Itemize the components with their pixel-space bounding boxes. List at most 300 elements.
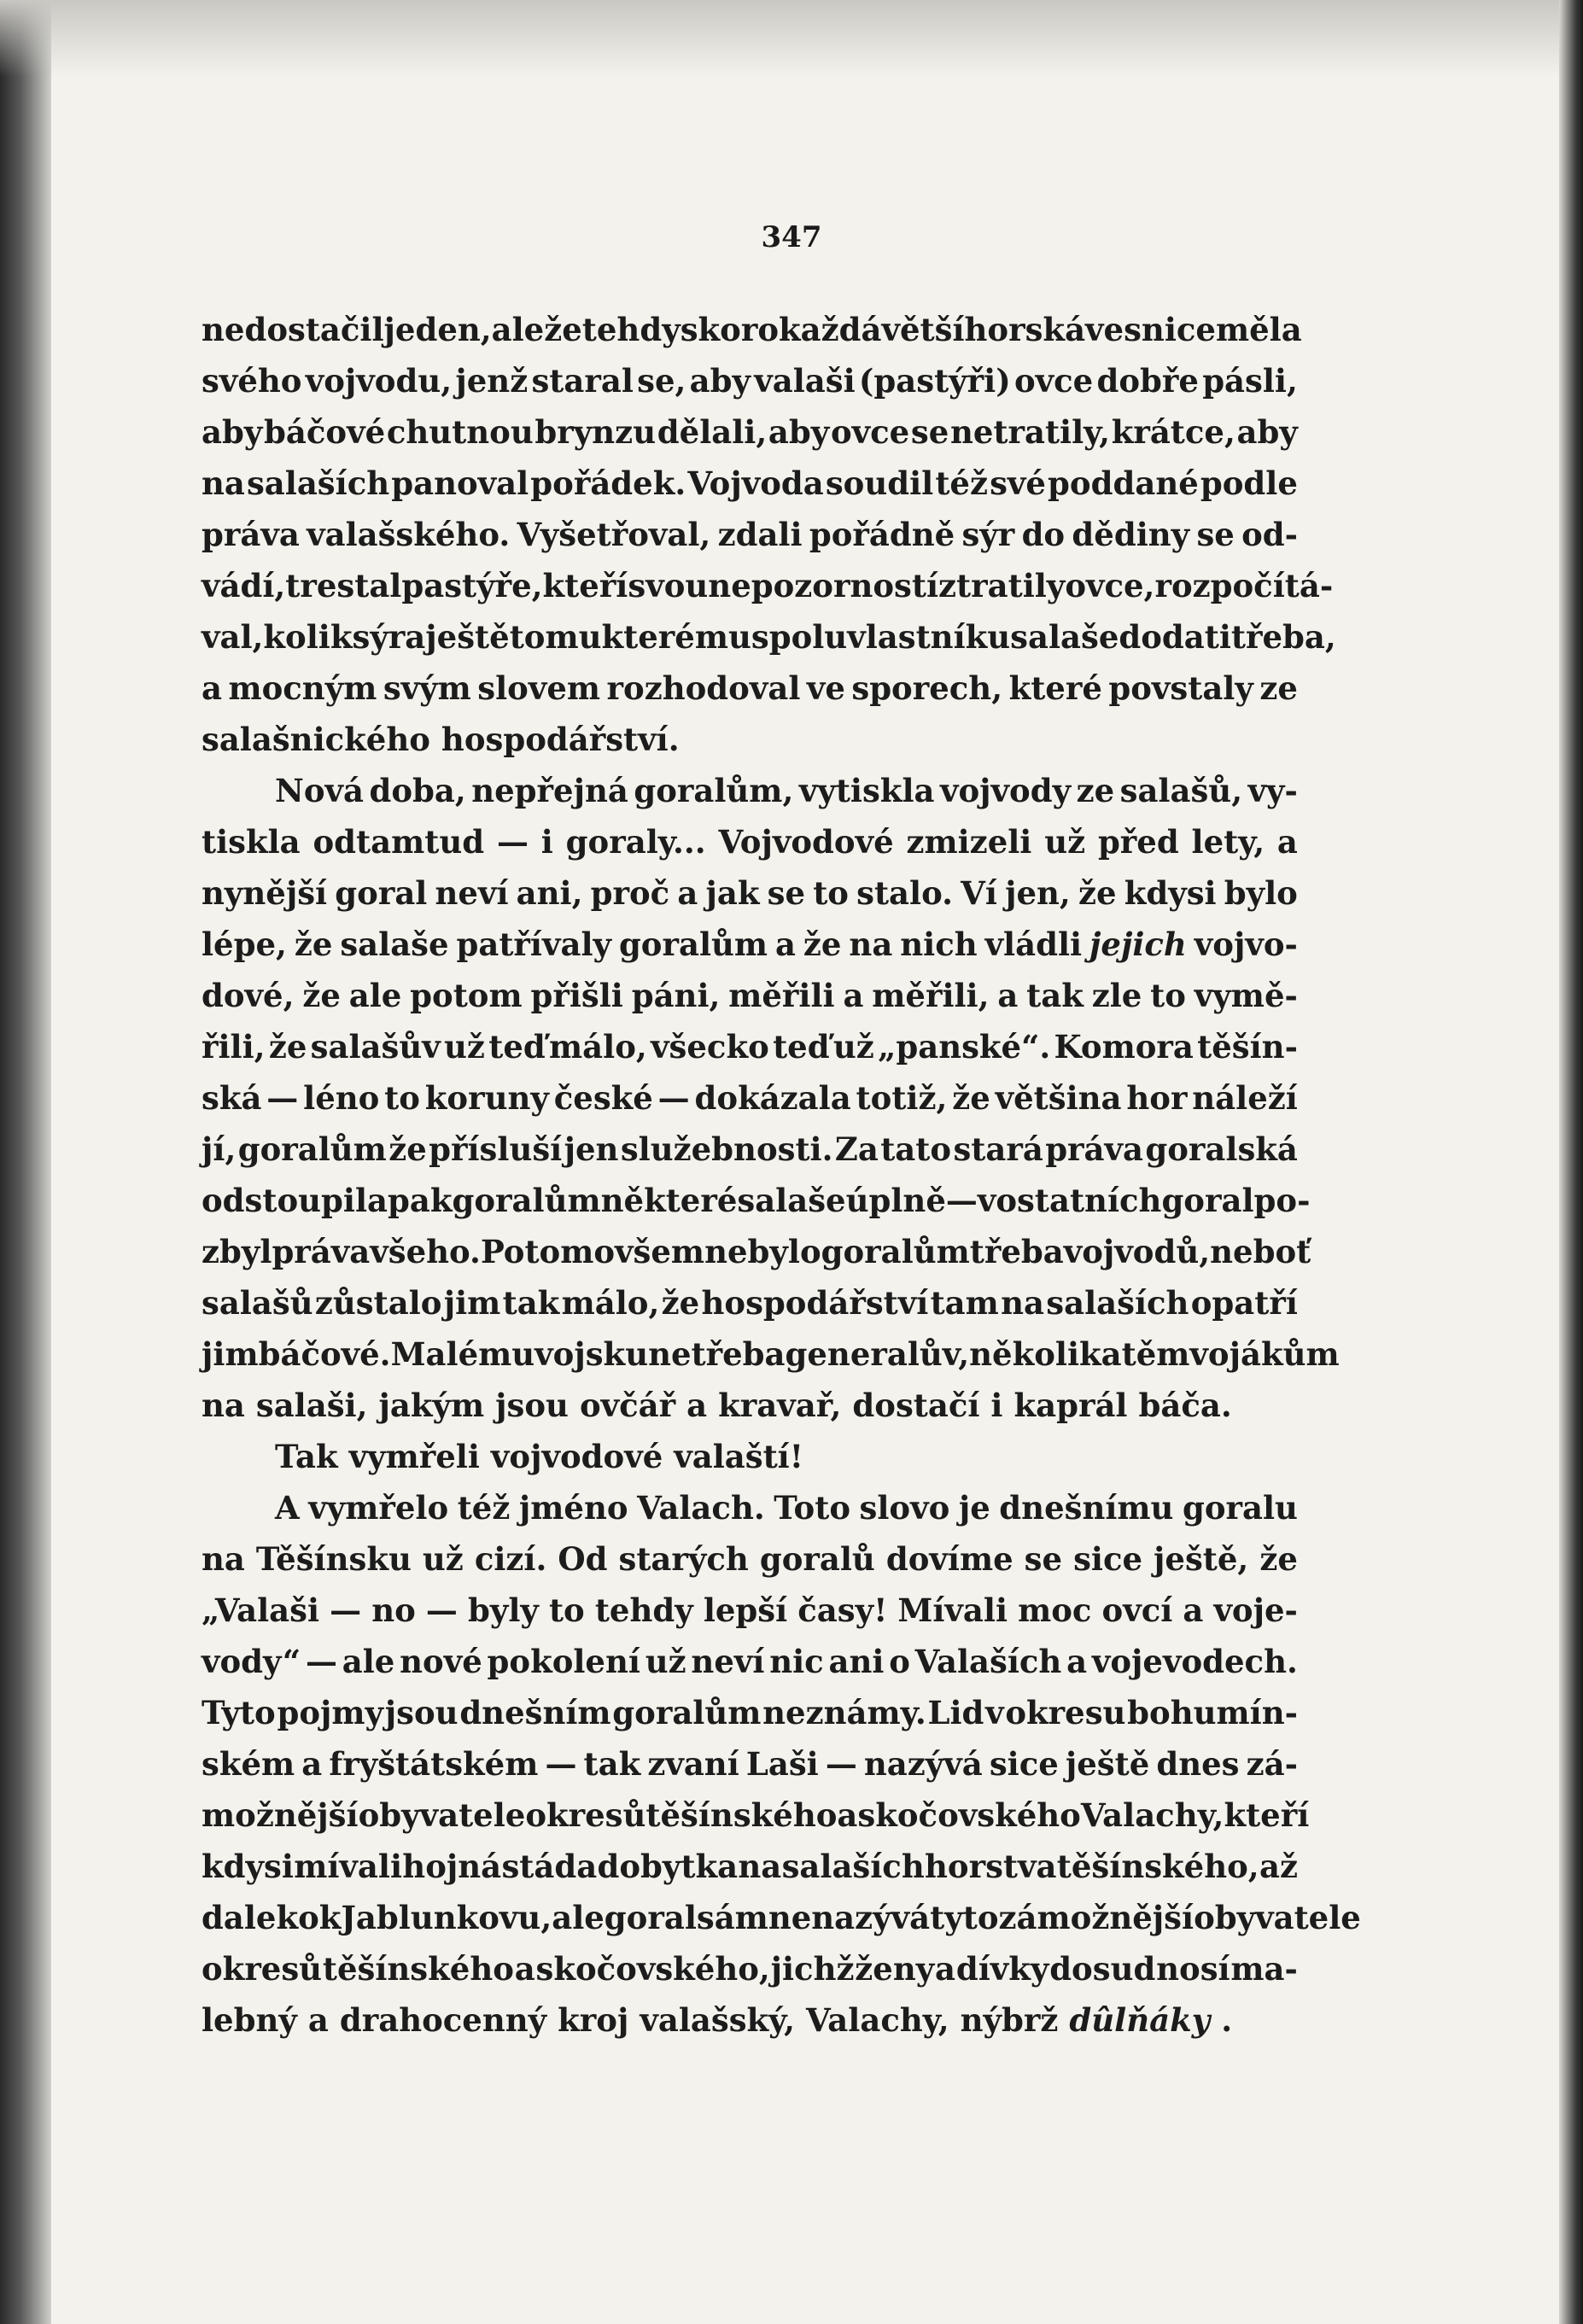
word: vymě- <box>1194 977 1298 1014</box>
word: vody“ <box>202 1643 301 1680</box>
word: zmizeli <box>906 823 1032 861</box>
text-line <box>202 304 1302 355</box>
word: tiskla <box>202 823 301 861</box>
word: rozhodoval <box>606 669 801 707</box>
word: hojná <box>402 1848 502 1885</box>
word: obyvatele <box>1194 1899 1361 1936</box>
word: náleží <box>1192 1079 1298 1117</box>
word: sýra <box>352 618 426 656</box>
word: a <box>686 1387 708 1424</box>
word: jak <box>705 874 760 912</box>
text-line <box>202 1021 1298 1072</box>
word: měřili <box>728 977 835 1014</box>
word: jméno <box>518 1489 628 1527</box>
word: se <box>910 413 949 451</box>
word: neví <box>691 1643 765 1680</box>
word: zůstalo <box>314 1284 442 1322</box>
word: potom <box>410 977 523 1014</box>
word: ani <box>828 1643 885 1680</box>
word: horská <box>964 311 1086 348</box>
word: teď <box>773 1028 830 1066</box>
word: Vojvodové <box>718 823 894 861</box>
word: časy! <box>797 1591 888 1629</box>
word: báčové. <box>258 1335 391 1373</box>
text-line <box>202 509 1298 560</box>
word: vojvo- <box>1194 926 1298 963</box>
word: slovo <box>859 1489 950 1527</box>
text-line <box>202 1585 1298 1636</box>
word: odtamtud <box>313 823 485 861</box>
word: to <box>1150 977 1186 1014</box>
word: valaští! <box>674 1438 803 1475</box>
word: ve <box>806 669 845 707</box>
word: a <box>1183 1591 1204 1629</box>
word: své <box>990 464 1046 502</box>
word: a <box>301 1745 323 1783</box>
word: že <box>803 926 842 963</box>
word: přísluší <box>429 1130 563 1168</box>
word: těšínského, <box>1056 1848 1259 1885</box>
word: moc <box>1018 1591 1092 1629</box>
word: vymřeli <box>348 1438 480 1475</box>
emphasized-word: dûlňáky <box>1069 2001 1211 2039</box>
word: Komora <box>1054 1028 1194 1066</box>
word: valašského. <box>307 516 511 553</box>
word: dědiny <box>1072 516 1190 553</box>
word: „Valaši <box>202 1591 320 1629</box>
word: vy- <box>1247 772 1298 809</box>
word: aby <box>1236 413 1298 451</box>
word: už <box>422 1540 464 1578</box>
word: jsou <box>384 1694 459 1731</box>
word: české <box>553 1079 653 1117</box>
word: podle <box>1200 464 1298 502</box>
word: několika <box>969 1335 1122 1373</box>
text-line <box>202 1277 1298 1328</box>
word: brynzu <box>534 413 657 451</box>
word: před <box>1097 823 1179 861</box>
word: tak <box>583 1745 641 1783</box>
word: dobytka <box>597 1848 739 1885</box>
text-line <box>202 765 1298 816</box>
text-line <box>202 867 1298 919</box>
word: Toto <box>774 1489 851 1527</box>
word: ma- <box>1230 1950 1298 1988</box>
text-line <box>202 1533 1298 1585</box>
text-line <box>202 714 1298 765</box>
word: jichž <box>770 1950 855 1988</box>
word: ovcí <box>1101 1591 1173 1629</box>
word: vojvody <box>939 772 1072 809</box>
word: v <box>985 1694 1004 1731</box>
word: (pastýři) <box>858 362 1011 400</box>
word: teď <box>488 1028 546 1066</box>
word: práva <box>272 1233 371 1270</box>
word: dnes <box>1156 1745 1240 1783</box>
word: k <box>318 1899 342 1936</box>
word: goralům <box>452 1182 601 1219</box>
word: do <box>1021 516 1066 553</box>
word: Tyto <box>202 1694 276 1731</box>
word: — <box>266 1079 299 1117</box>
word: pastýře, <box>401 567 543 604</box>
word: nedostačil <box>202 311 384 348</box>
word: Vojvoda <box>687 464 824 502</box>
word: kteří <box>542 567 628 604</box>
word: na <box>202 1540 245 1578</box>
word: koruny <box>424 1079 549 1117</box>
word: v <box>977 1182 996 1219</box>
word: slovem <box>477 669 601 707</box>
word: Těšínsku <box>255 1540 412 1578</box>
word: ovšem <box>593 1233 705 1270</box>
word: nazývá <box>863 1745 983 1783</box>
word: že <box>268 1028 307 1066</box>
text-line <box>202 1175 1311 1226</box>
word: salašův <box>310 1028 441 1066</box>
word: odstoupila <box>202 1182 388 1219</box>
word: bylo <box>1224 874 1298 912</box>
word: od- <box>1241 516 1298 553</box>
word: pásli, <box>1202 362 1298 400</box>
word: jí, <box>202 1130 237 1168</box>
text-line <box>202 406 1298 458</box>
word: spoluvlastníku <box>751 618 1011 656</box>
word: dnešním <box>459 1694 611 1731</box>
word: se <box>1196 516 1235 553</box>
word: goralům <box>618 926 768 963</box>
word: horstva <box>925 1848 1057 1885</box>
word: nové <box>400 1643 482 1680</box>
word: už <box>645 1643 686 1680</box>
word: vymřelo <box>308 1489 449 1527</box>
word: těšínského <box>645 1796 838 1834</box>
word: Mívali <box>897 1591 1008 1629</box>
word: že <box>1259 1540 1298 1578</box>
word: Nová <box>275 772 364 809</box>
word: kroj <box>558 2001 629 2039</box>
word: jeden, <box>383 311 492 348</box>
text-line <box>202 1943 1298 1994</box>
word: nepřejná <box>471 772 628 809</box>
word: na <box>1001 1284 1044 1322</box>
word: na <box>202 464 245 502</box>
word: ještě <box>1065 1745 1150 1783</box>
text-line <box>202 611 1336 663</box>
word: jim <box>443 1284 501 1322</box>
word: Lid <box>927 1694 984 1731</box>
word: po- <box>1253 1182 1311 1219</box>
word: skočovského <box>857 1796 1081 1834</box>
word: nic <box>769 1643 824 1680</box>
word: drahocenný <box>339 2001 547 2039</box>
word: na <box>738 1848 782 1885</box>
word: byly <box>467 1591 539 1629</box>
word: ostatních <box>996 1182 1162 1219</box>
word: a <box>1276 823 1298 861</box>
word: goral <box>604 1899 697 1936</box>
word: nosí <box>1156 1950 1230 1988</box>
word: ale <box>342 1643 395 1680</box>
word: goralům <box>237 1130 387 1168</box>
word: že <box>388 1130 427 1168</box>
word: salaše <box>1010 618 1119 656</box>
text-line <box>202 1328 1340 1380</box>
word: mívali <box>294 1848 402 1885</box>
word: aby <box>202 413 263 451</box>
word: stará <box>953 1130 1043 1168</box>
word: nich <box>900 926 978 963</box>
text-line <box>202 1687 1298 1738</box>
word: úplně <box>845 1182 946 1219</box>
word: dělali, <box>657 413 768 451</box>
word: aby <box>689 362 751 400</box>
word: též <box>935 464 988 502</box>
word: dnešnímu <box>999 1489 1174 1527</box>
word: ale <box>552 1899 605 1936</box>
word: se, <box>637 362 686 400</box>
word: neví <box>435 874 509 912</box>
word: ztratily <box>938 567 1066 604</box>
word: skočovského, <box>535 1950 770 1988</box>
text-line <box>202 1380 1298 1431</box>
word: tak <box>502 1284 560 1322</box>
text-line <box>202 355 1298 406</box>
word: vesnice <box>1085 311 1216 348</box>
word: Od <box>558 1540 608 1578</box>
word: vojvodů, <box>1063 1233 1211 1270</box>
word: ovčář <box>579 1387 676 1424</box>
word: voje- <box>1213 1591 1298 1629</box>
word: Malému <box>390 1335 535 1373</box>
word: nenazývá <box>768 1899 931 1936</box>
word: ženy <box>855 1950 935 1988</box>
word: těm <box>1121 1335 1190 1373</box>
word: a <box>837 1796 858 1834</box>
word: a <box>843 977 864 1014</box>
word: řili, <box>202 1028 266 1066</box>
text-line <box>202 1841 1298 1892</box>
word: třeba, <box>1230 618 1336 656</box>
word: kteří <box>1224 1796 1310 1834</box>
word: svého <box>202 362 302 400</box>
word: už <box>1044 823 1086 861</box>
word: a <box>677 874 698 912</box>
text-line <box>202 970 1298 1021</box>
word: přišli <box>530 977 623 1014</box>
word: je <box>958 1489 990 1527</box>
word: daleko <box>202 1899 319 1936</box>
word: okresu <box>1005 1694 1126 1731</box>
page-number: 347 <box>761 220 822 254</box>
word: — <box>657 1079 690 1117</box>
word: též <box>457 1489 511 1527</box>
word: hospodářství <box>701 1284 929 1322</box>
word: tato <box>880 1130 952 1168</box>
word: možnější <box>202 1796 359 1834</box>
word: které <box>1008 669 1102 707</box>
word: neboť <box>1210 1233 1311 1270</box>
word: bohumín- <box>1127 1694 1298 1731</box>
word: tam <box>930 1284 999 1322</box>
word: každá <box>779 311 882 348</box>
word: sice <box>989 1745 1059 1783</box>
word: hor <box>1126 1079 1188 1117</box>
word: dovíme <box>885 1540 1013 1578</box>
text-line <box>202 1790 1310 1841</box>
word: — <box>496 823 529 861</box>
word: dodati <box>1119 618 1231 656</box>
word: to <box>384 1079 420 1117</box>
word: aby <box>768 413 830 451</box>
word: Valachy, <box>1080 1796 1224 1834</box>
word: salašů, <box>1119 772 1243 809</box>
word: vojevodech. <box>1091 1643 1298 1680</box>
word: salaše <box>737 1182 846 1219</box>
word: ale <box>491 311 545 348</box>
word: jsou <box>495 1387 569 1424</box>
word: pojmy <box>277 1694 384 1731</box>
word: kaprál <box>1013 1387 1128 1424</box>
word: jakým <box>378 1387 485 1424</box>
word: lebný <box>202 2001 297 2039</box>
word: a <box>514 1950 535 1988</box>
word: báča. <box>1138 1387 1232 1424</box>
word: dostačí <box>852 1387 980 1424</box>
word: na <box>202 1387 245 1424</box>
word: až <box>1259 1848 1298 1885</box>
word: jenž <box>455 362 529 400</box>
text-line <box>202 1072 1298 1124</box>
word: ještě, <box>1154 1540 1249 1578</box>
word: práva <box>1045 1130 1143 1168</box>
scan-shadow <box>0 0 1583 77</box>
word: kdysi <box>202 1848 294 1885</box>
word: práva <box>202 516 300 553</box>
word: kolik <box>263 618 353 656</box>
word: Valachy, <box>806 2001 949 2039</box>
word: Laši <box>745 1745 819 1783</box>
text-line <box>202 919 1298 970</box>
word: neznámy. <box>762 1694 926 1731</box>
word: dosud <box>1049 1950 1156 1988</box>
word: fryštátském <box>329 1745 539 1783</box>
word: báčové <box>264 413 386 451</box>
word: — <box>305 1643 337 1680</box>
word: proč <box>590 874 670 912</box>
word: jim <box>202 1335 259 1373</box>
word: měřili, <box>872 977 990 1014</box>
word: jen, <box>1005 874 1071 912</box>
word: poddané <box>1048 464 1199 502</box>
word: salaše <box>340 926 449 963</box>
word: na <box>849 926 893 963</box>
word: zámožnější <box>998 1899 1195 1936</box>
word: měla <box>1215 311 1302 348</box>
word: ale <box>348 977 402 1014</box>
word: že <box>302 977 341 1014</box>
word: valašský, <box>640 2001 795 2039</box>
word: salašnického <box>202 721 430 758</box>
word: tomu <box>509 618 602 656</box>
word: generalův, <box>785 1335 970 1373</box>
word: Valach. <box>637 1489 765 1527</box>
word: a <box>202 669 222 707</box>
word: ovce <box>830 413 910 451</box>
text-line <box>202 1994 1298 2046</box>
word: goralu <box>1182 1489 1298 1527</box>
word: val, <box>202 618 264 656</box>
word: a <box>775 926 796 963</box>
word: chutnou <box>386 413 534 451</box>
word: lepší <box>703 1591 788 1629</box>
word: léno <box>303 1079 380 1117</box>
word: ovce, <box>1065 567 1155 604</box>
word: goralům, <box>634 772 794 809</box>
text-line <box>202 1636 1298 1687</box>
word: a <box>307 2001 329 2039</box>
word: salašů <box>202 1284 313 1322</box>
word: pořádně <box>809 516 955 553</box>
text-line <box>202 560 1334 611</box>
word: doba, <box>369 772 466 809</box>
word: se <box>767 874 806 912</box>
word: goralům <box>821 1233 970 1270</box>
word: salaši, <box>255 1387 368 1424</box>
word: mocným <box>228 669 377 707</box>
word: goraly... <box>565 823 706 861</box>
word: kravař, <box>718 1387 842 1424</box>
word: totiž, <box>856 1079 948 1117</box>
word: trestal <box>285 567 402 604</box>
word: nepozorností <box>708 567 939 604</box>
word: všecko <box>651 1028 769 1066</box>
word: že <box>952 1079 990 1117</box>
word: povstaly <box>1108 669 1253 707</box>
word: to <box>548 1591 585 1629</box>
word: ještě <box>425 618 510 656</box>
word: tyto <box>930 1899 999 1936</box>
word: těšínského <box>322 1950 514 1988</box>
word: dívky <box>955 1950 1049 1988</box>
word: sám <box>696 1899 768 1936</box>
word: lety, <box>1191 823 1265 861</box>
word: o <box>889 1643 910 1680</box>
word: ovce <box>1013 362 1094 400</box>
word: zbyl <box>202 1233 272 1270</box>
word: salaších <box>781 1848 925 1885</box>
text-line <box>202 1431 1298 1482</box>
text-line <box>202 816 1298 867</box>
word: panoval <box>391 464 529 502</box>
word: sice <box>1073 1540 1143 1578</box>
word: zdali <box>717 516 803 553</box>
word: zle <box>1091 977 1142 1014</box>
word: netratily, <box>949 413 1111 451</box>
word: dobře <box>1096 362 1199 400</box>
word: . <box>1221 2001 1233 2039</box>
word: větší <box>881 311 965 348</box>
word: — <box>425 1591 458 1629</box>
word: vádí, <box>202 567 286 604</box>
word: goral <box>1161 1182 1254 1219</box>
word: okresů <box>525 1796 646 1834</box>
word: pořádek. <box>530 464 686 502</box>
word: ze <box>1259 669 1298 707</box>
text-line <box>202 1892 1361 1943</box>
word: tehdy <box>581 311 681 348</box>
word: A <box>275 1489 300 1527</box>
